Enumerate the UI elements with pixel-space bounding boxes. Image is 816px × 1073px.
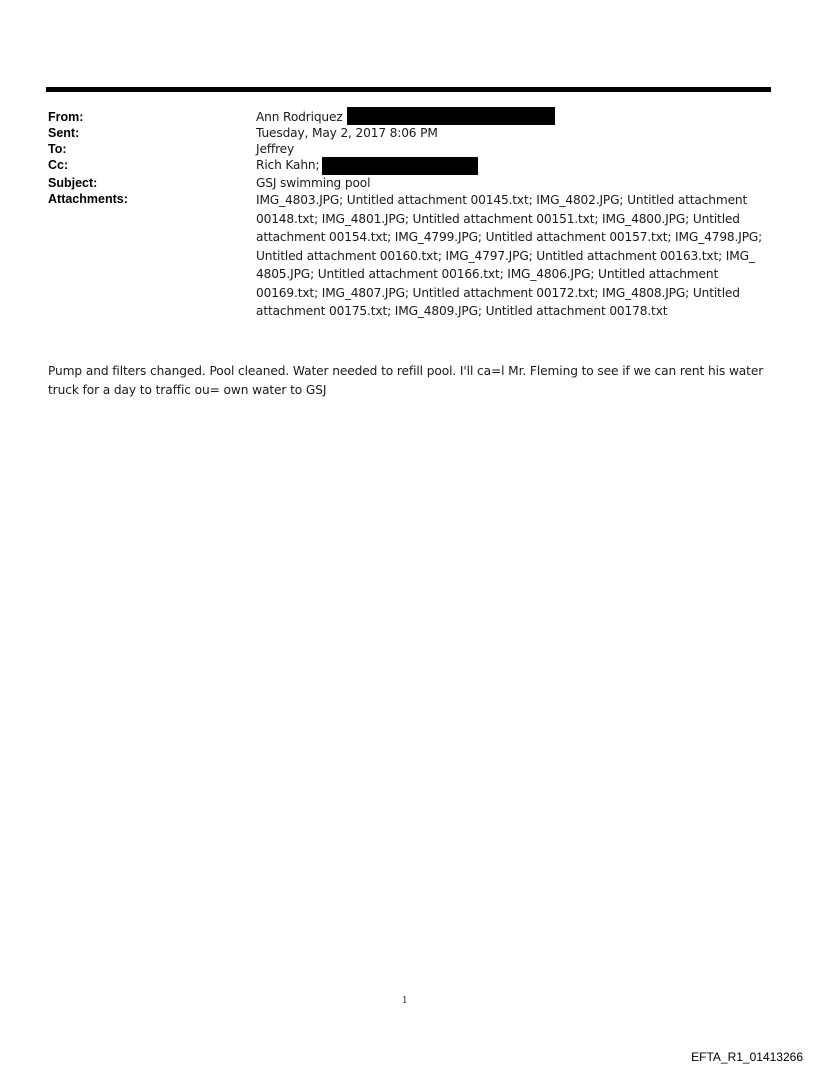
email-body: Pump and filters changed. Pool cleaned. Water needed to refill pool. I'll ca=l Mr. Fleming to see if we can rent his water truck for a day to traffic ou= own water to GSJ: [48, 364, 764, 397]
attachments-row: [48, 191, 768, 321]
attachments-list: IMG_4803.JPG; Untitled attachment 00145.txt; IMG_4802.JPG; Untitled attachment 00148.txt; IMG_4801.JPG; Untitled attachment 00151.txt; IMG_4800.JPG; Untitled attachment 00154.txt; IMG_4799.JPG; Untitled attachment 00157.txt; IMG_4798.JPG; Untitled attachment 00160.txt; IMG_4797.JPG; Untitled attachment 00163.txt; IMG_ 4805.JPG; Untitled attachment 00166.txt; IMG_4806.JPG; Untitled attachment 00169.txt; IMG_4807.JPG; Untitled attachment 00172.txt; IMG_4808.JPG; Untitled attachment 00175.txt; IMG_4809.JPG; Untitled attachment 00178.txt: [256, 193, 763, 318]
subject-row: [48, 175, 768, 191]
to-label: To:: [48, 142, 67, 156]
cc-value: Rich Kahn;: [256, 158, 320, 172]
to-value: Jeffrey: [256, 142, 295, 156]
attachments-label: Attachments:: [48, 192, 128, 206]
cc-row: [48, 157, 768, 175]
cc-value-container: [256, 157, 768, 175]
from-value-container: [256, 109, 768, 125]
subject-value: GSJ swimming pool: [256, 176, 371, 190]
from-label: From:: [48, 110, 84, 124]
sent-label: Sent:: [48, 126, 80, 140]
sent-value: Tuesday, May 2, 2017 8:06 PM: [256, 126, 438, 140]
sent-row: [48, 125, 768, 141]
page-number: 1: [402, 996, 408, 1006]
subject-label: Subject:: [48, 176, 98, 190]
from-value: Ann Rodriquez: [256, 110, 343, 124]
header-divider: [46, 87, 771, 92]
email-header: [48, 109, 768, 321]
cc-label: Cc:: [48, 158, 69, 172]
document-id: EFTA_R1_01413266: [691, 1050, 803, 1064]
redaction-box: [347, 107, 555, 125]
from-row: [48, 109, 768, 125]
redaction-box: [322, 157, 478, 175]
to-row: [48, 141, 768, 157]
